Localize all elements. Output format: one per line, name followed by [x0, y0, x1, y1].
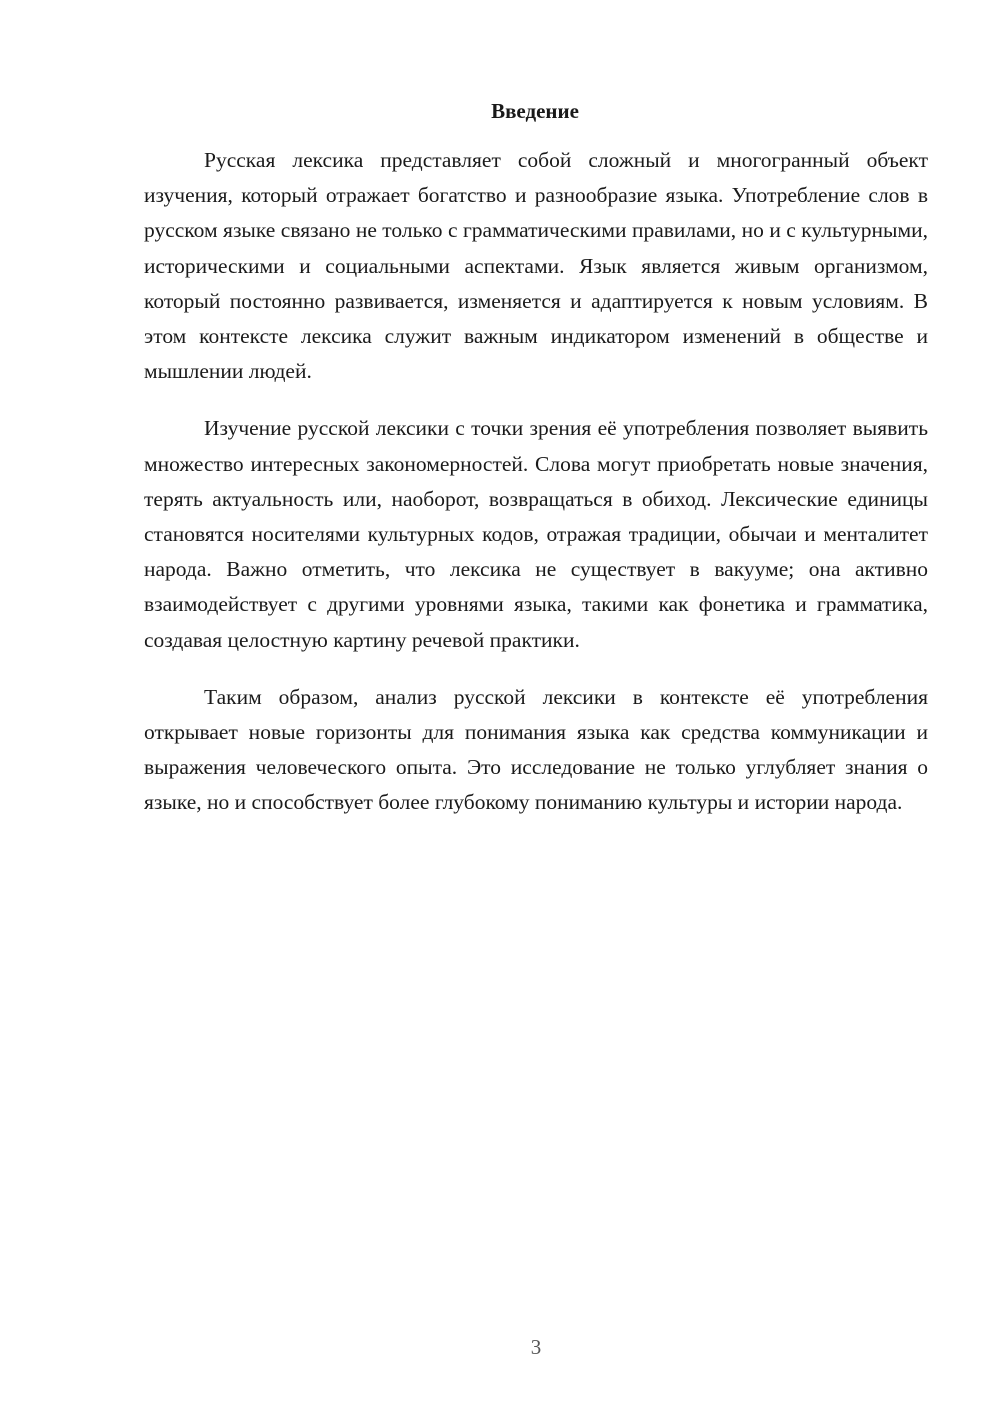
paragraph-1: Русская лексика представляет собой сложный и многогранный объект изучения, который отражает богатство и разнообразие языка. Употребление слов в русском языке связано не только с грамматическими правилами, но и с культурными, историческими и социальными аспектами. Язык является живым организмом, который постоянно развивается, изменяется и адаптируется к новым условиям. В этом контексте лексика служит важным индикатором изменений в обществе и мышлении людей. — [144, 148, 928, 384]
page-number: 3 — [530, 1335, 542, 1359]
section-heading: Введение — [491, 99, 579, 123]
body-text — [144, 143, 928, 843]
paragraph-3: Таким образом, анализ русской лексики в контексте её употребления открывает новые горизонты для понимания языка как средства коммуникации и выражения человеческого опыта. Это исследование не только углубляет знания о языке, но и способствует более глубокому пониманию культуры и истории народа. — [144, 684, 928, 815]
paragraph-2: Изучение русской лексики с точки зрения её употребления позволяет выявить множество интересных закономерностей. Слова могут приобретать новые значения, терять актуальность или, наоборот, возвращаться в обиход. Лексические единицы становятся носителями культурных кодов, отражая традиции, обычаи и менталитет народа. Важно отметить, что лексика не существует в вакууме; она активно взаимодействует с другими уровнями языка, такими как фонетика и грамматика, создавая целостную картину речевой практики. — [144, 416, 928, 652]
